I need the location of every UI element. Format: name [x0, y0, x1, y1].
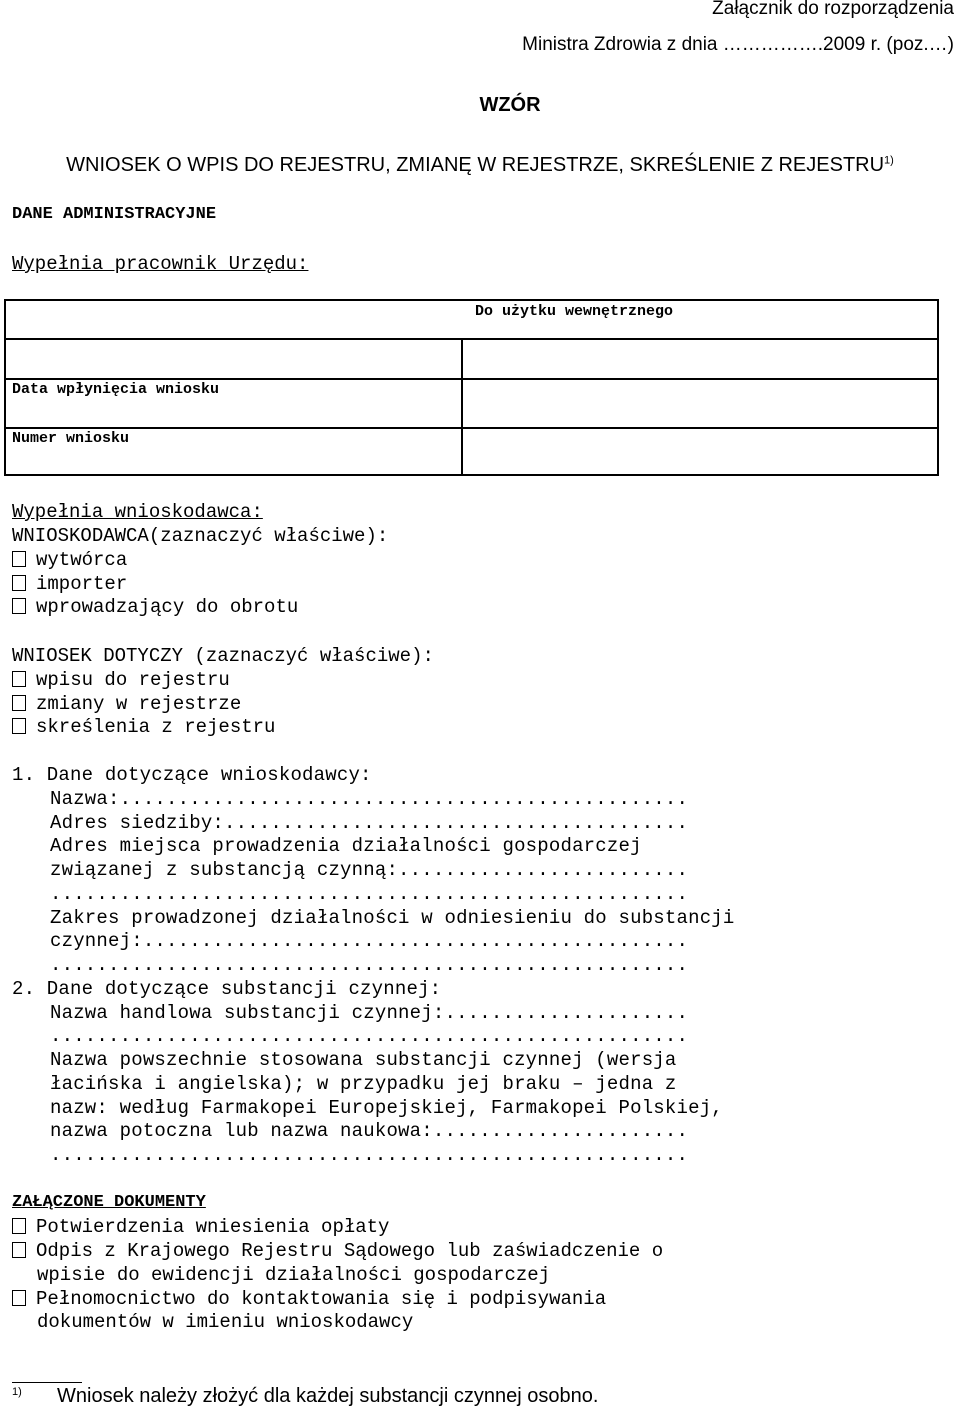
- date-received-field[interactable]: [463, 380, 937, 426]
- attachment-label-cont: dokumentów w imieniu wnioskodawcy: [37, 1311, 414, 1333]
- title-footnote-ref: 1): [884, 154, 894, 167]
- checkbox[interactable]: [12, 551, 26, 567]
- title-main-text: WNIOSEK O WPIS DO REJESTRU, ZMIANĘ W REJESTRZE, SKREŚLENIE Z REJESTRU: [66, 154, 885, 176]
- option-label: skreślenia z rejestru: [36, 716, 276, 738]
- field-registered-address[interactable]: Adres siedziby:........................................: [50, 812, 689, 834]
- field-common-name-label: łacińska i angielska); w przypadku jej braku – jedna z: [50, 1073, 677, 1095]
- application-number-field[interactable]: [463, 429, 937, 474]
- request-option[interactable]: [12, 716, 275, 738]
- attachment-item[interactable]: [12, 1240, 663, 1262]
- field-common-name[interactable]: nazwa potoczna lub nazwa naukowa:......................: [50, 1120, 689, 1142]
- checkbox[interactable]: [12, 1242, 26, 1258]
- application-number-label: Numer wniosku: [12, 430, 130, 447]
- option-label: wytwórca: [36, 549, 128, 571]
- request-heading: WNIOSEK DOTYCZY (zaznaczyć właściwe):: [12, 645, 434, 667]
- field-business-address-cont[interactable]: .......................................................: [50, 883, 689, 905]
- applicant-type-option[interactable]: [12, 573, 127, 595]
- field-common-name-cont[interactable]: .......................................................: [50, 1144, 689, 1166]
- field-activity-scope-label: Zakres prowadzonej działalności w odniesieniu do substancji: [50, 907, 735, 929]
- attachment-label: Odpis z Krajowego Rejestru Sądowego lub zaświadczenie o: [36, 1240, 664, 1262]
- checkbox[interactable]: [12, 695, 26, 711]
- internal-use-label: Do użytku wewnętrznego: [475, 303, 674, 320]
- field-common-name-label: Nazwa powszechnie stosowana substancji czynnej (wersja: [50, 1049, 677, 1071]
- attachment-item[interactable]: [12, 1288, 606, 1310]
- footnote-number: 1): [12, 1386, 22, 1398]
- admin-filled-by: Wypełnia pracownik Urzędu:: [12, 253, 309, 275]
- section-2-title: 2. Dane dotyczące substancji czynnej:: [12, 978, 442, 1000]
- applicant-filled-by: Wypełnia wnioskodawca:: [12, 501, 263, 523]
- applicant-type-heading: WNIOSKODAWCA(zaznaczyć właściwe):: [12, 525, 389, 547]
- checkbox[interactable]: [12, 671, 26, 687]
- field-trade-name[interactable]: Nazwa handlowa substancji czynnej:.....................: [50, 1002, 689, 1024]
- footnote-separator: [12, 1382, 82, 1383]
- option-label: wpisu do rejestru: [36, 669, 230, 691]
- checkbox[interactable]: [12, 1218, 26, 1234]
- title-main: [0, 154, 960, 177]
- field-activity-scope[interactable]: czynnej:...............................................: [50, 930, 689, 952]
- field-common-name-label: nazw: według Farmakopei Europejskiej, Farmakopei Polskiej,: [50, 1097, 723, 1119]
- field-name[interactable]: Nazwa:.................................................: [50, 788, 689, 810]
- admin-table: [4, 299, 939, 476]
- field-business-address-label: Adres miejsca prowadzenia działalności gospodarczej: [50, 835, 642, 857]
- checkbox[interactable]: [12, 575, 26, 591]
- attachment-label: Pełnomocnictwo do kontaktowania się i podpisywania: [36, 1288, 607, 1310]
- checkbox[interactable]: [12, 718, 26, 734]
- option-label: importer: [36, 573, 128, 595]
- attachment-label-cont: wpisie do ewidencji działalności gospodarczej: [37, 1264, 551, 1286]
- checkbox[interactable]: [12, 1290, 26, 1306]
- admin-heading: DANE ADMINISTRACYJNE: [12, 205, 217, 224]
- table-divider: [6, 338, 937, 340]
- option-label: zmiany w rejestrze: [36, 693, 242, 715]
- checkbox[interactable]: [12, 598, 26, 614]
- attachment-item[interactable]: [12, 1216, 389, 1238]
- field-activity-scope-cont[interactable]: .......................................................: [50, 954, 689, 976]
- request-option[interactable]: [12, 669, 230, 691]
- option-label: wprowadzający do obrotu: [36, 596, 299, 618]
- date-received-label: Data wpłynięcia wniosku: [12, 381, 220, 398]
- title-wzor: WZÓR: [479, 94, 541, 116]
- field-business-address[interactable]: związanej z substancją czynną:.........................: [50, 859, 689, 881]
- attachments-heading: ZAŁĄCZONE DOKUMENTY: [12, 1193, 206, 1212]
- field-trade-name-cont[interactable]: .......................................................: [50, 1025, 689, 1047]
- request-option[interactable]: [12, 693, 241, 715]
- footnote-text: Wniosek należy złożyć dla każdej substancji czynnej osobno.: [57, 1385, 599, 1407]
- header-line-1: Załącznik do rozporządzenia: [712, 0, 954, 19]
- attachment-label: Potwierdzenia wniesienia opłaty: [36, 1216, 390, 1238]
- section-1-title: 1. Dane dotyczące wnioskodawcy:: [12, 764, 372, 786]
- header-line-2: Ministra Zdrowia z dnia …………….2009 r. (poz.…): [522, 34, 954, 55]
- applicant-type-option[interactable]: [12, 549, 127, 571]
- applicant-type-option[interactable]: [12, 596, 298, 618]
